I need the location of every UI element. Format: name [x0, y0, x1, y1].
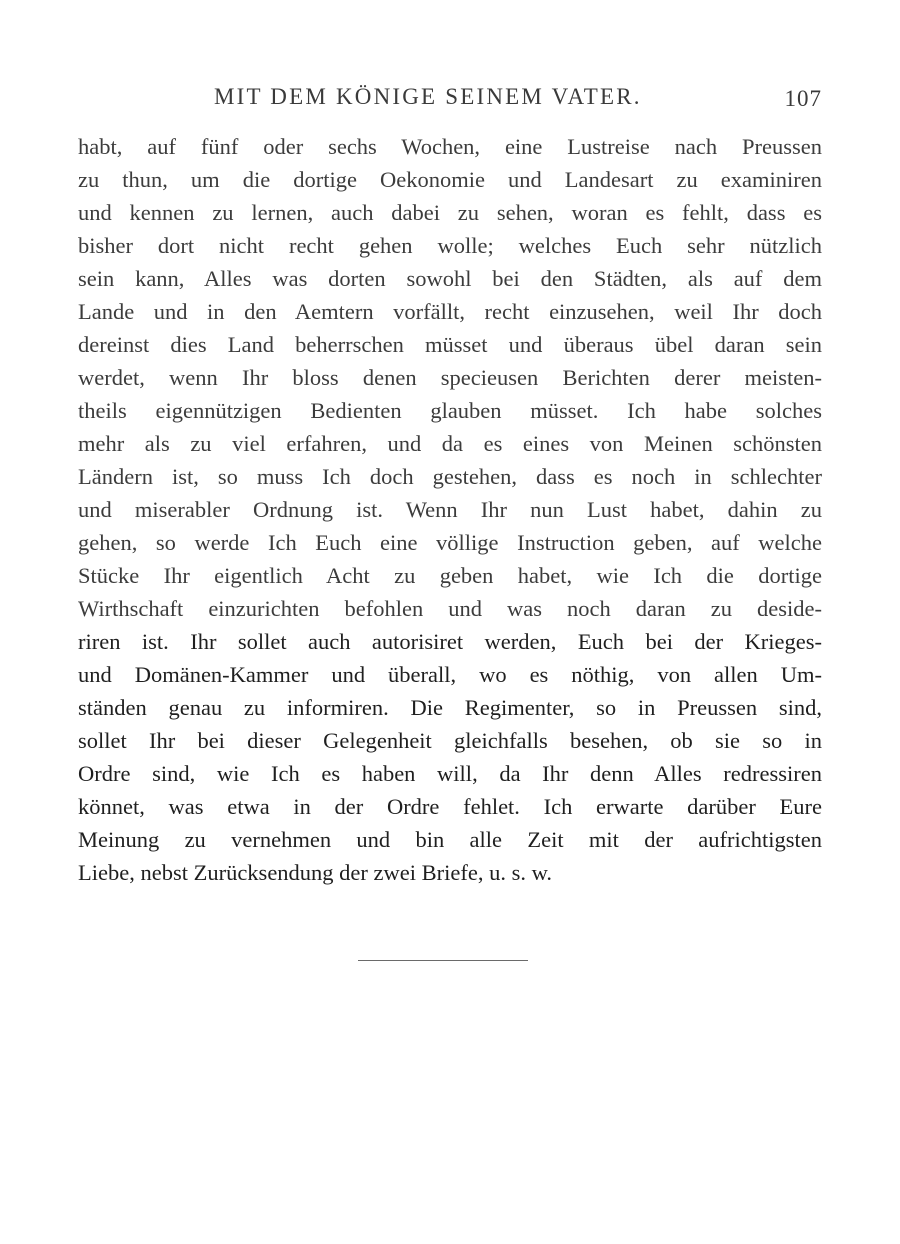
text-line: sein kann, Alles was dorten sowohl bei den Städten, als auf dem — [78, 266, 822, 291]
text-line: Liebe, nebst Zurücksendung der zwei Briefe, u. s. w. — [78, 860, 553, 885]
running-title: MIT DEM KÖNIGE SEINEM VATER. — [214, 84, 642, 109]
text-line: Ordre sind, wie Ich es haben will, da Ihr denn Alles redressiren — [78, 761, 822, 786]
running-head — [78, 82, 822, 122]
text-line: ständen genau zu informiren. Die Regimenter, so in Preussen sind, — [78, 695, 822, 720]
text-line: und Domänen-Kammer und überall, wo es nöthig, von allen Um- — [78, 662, 822, 687]
text-line: Ländern ist, so muss Ich doch gestehen, dass es noch in schlechter — [78, 464, 822, 489]
body-text — [78, 130, 822, 889]
text-line: dereinst dies Land beherrschen müsset und überaus übel daran sein — [78, 332, 822, 357]
text-line: mehr als zu viel erfahren, und da es eines von Meinen schönsten — [78, 431, 822, 456]
text-line: riren ist. Ihr sollet auch autorisiret werden, Euch bei der Krieges- — [78, 629, 822, 654]
text-line: Meinung zu vernehmen und bin alle Zeit mit der aufrichtigsten — [78, 827, 822, 852]
text-line: und miserabler Ordnung ist. Wenn Ihr nun Lust habet, dahin zu — [78, 497, 822, 522]
text-line: Wirthschaft einzurichten befohlen und was noch daran zu deside- — [78, 596, 822, 621]
end-rule — [358, 960, 528, 961]
page-number: 107 — [784, 86, 822, 111]
text-line: bisher dort nicht recht gehen wolle; welches Euch sehr nützlich — [78, 233, 822, 258]
text-line: theils eigennützigen Bedienten glauben müsset. Ich habe solches — [78, 398, 822, 423]
text-line: sollet Ihr bei dieser Gelegenheit gleichfalls besehen, ob sie so in — [78, 728, 822, 753]
text-line: gehen, so werde Ich Euch eine völlige Instruction geben, auf welche — [78, 530, 822, 555]
text-line: Stücke Ihr eigentlich Acht zu geben habet, wie Ich die dortige — [78, 563, 822, 588]
text-line: und kennen zu lernen, auch dabei zu sehen, woran es fehlt, dass es — [78, 200, 822, 225]
text-line: habt, auf fünf oder sechs Wochen, eine Lustreise nach Preussen — [78, 134, 822, 159]
text-line: werdet, wenn Ihr bloss denen specieusen Berichten derer meisten- — [78, 365, 822, 390]
text-line: Lande und in den Aemtern vorfällt, recht einzusehen, weil Ihr doch — [78, 299, 822, 324]
text-line: könnet, was etwa in der Ordre fehlet. Ich erwarte darüber Eure — [78, 794, 822, 819]
text-line: zu thun, um die dortige Oekonomie und Landesart zu examiniren — [78, 167, 822, 192]
